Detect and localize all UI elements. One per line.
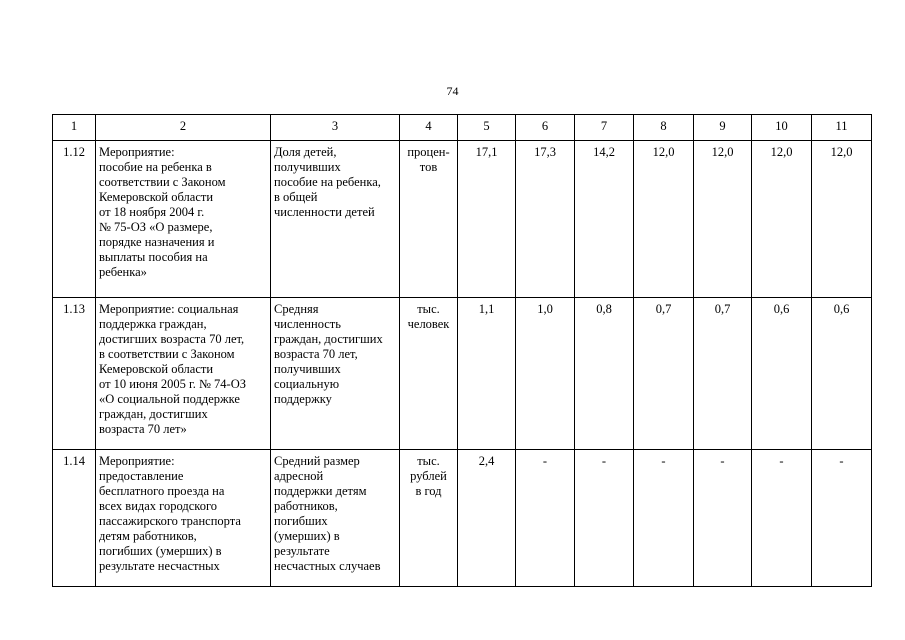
header-cell-1: 1 — [53, 115, 96, 141]
header-cell-8: 8 — [634, 115, 694, 141]
indicator-cell: Средний размер адресной поддержки детям работников, погибших (умерших) в результате несчастных случаев — [271, 450, 400, 587]
value-cell: - — [752, 450, 812, 587]
measure-cell: Мероприятие: социальная поддержка граждан, достигших возраста 70 лет, в соответствии с Законом Кемеровской области от 10 июня 2005 г. № 74-ОЗ «О социальной поддержке граждан, достигших возраста 70 лет» — [96, 298, 271, 450]
value-cell: 0,7 — [634, 298, 694, 450]
value-cell: - — [812, 450, 872, 587]
value-cell: - — [694, 450, 752, 587]
header-cell-6: 6 — [516, 115, 575, 141]
unit-cell: тыс. человек — [400, 298, 458, 450]
value-cell: 12,0 — [812, 141, 872, 298]
value-cell: 1,1 — [458, 298, 516, 450]
value-cell: 1,0 — [516, 298, 575, 450]
value-cell: 0,7 — [694, 298, 752, 450]
indicators-table — [52, 114, 872, 587]
value-cell: 12,0 — [634, 141, 694, 298]
value-cell: - — [516, 450, 575, 587]
header-cell-4: 4 — [400, 115, 458, 141]
header-cell-7: 7 — [575, 115, 634, 141]
row-number-cell: 1.13 — [53, 298, 96, 450]
value-cell: 12,0 — [752, 141, 812, 298]
header-cell-2: 2 — [96, 115, 271, 141]
value-cell: 0,8 — [575, 298, 634, 450]
table-row — [53, 141, 872, 298]
value-cell: 0,6 — [812, 298, 872, 450]
header-cell-9: 9 — [694, 115, 752, 141]
measure-cell: Мероприятие: предоставление бесплатного проезда на всех видах городского пассажирского транспорта детям работников, погибших (умерших) в результате несчастных — [96, 450, 271, 587]
indicator-cell: Доля детей, получивших пособие на ребенка, в общей численности детей — [271, 141, 400, 298]
indicator-cell: Средняя численность граждан, достигших возраста 70 лет, получивших социальную поддержку — [271, 298, 400, 450]
row-number-cell: 1.12 — [53, 141, 96, 298]
table-row — [53, 450, 872, 587]
value-cell: 0,6 — [752, 298, 812, 450]
value-cell: - — [634, 450, 694, 587]
unit-cell: процен- тов — [400, 141, 458, 298]
header-cell-10: 10 — [752, 115, 812, 141]
page-number: 74 — [446, 84, 459, 98]
value-cell: 12,0 — [694, 141, 752, 298]
value-cell: 2,4 — [458, 450, 516, 587]
header-cell-5: 5 — [458, 115, 516, 141]
value-cell: 17,3 — [516, 141, 575, 298]
value-cell: - — [575, 450, 634, 587]
value-cell: 17,1 — [458, 141, 516, 298]
header-cell-3: 3 — [271, 115, 400, 141]
value-cell: 14,2 — [575, 141, 634, 298]
unit-cell: тыс. рублей в год — [400, 450, 458, 587]
measure-cell: Мероприятие: пособие на ребенка в соответствии с Законом Кемеровской области от 18 ноября 2004 г. № 75-ОЗ «О размере, порядке назначения и выплаты пособия на ребенка» — [96, 141, 271, 298]
row-number-cell: 1.14 — [53, 450, 96, 587]
header-cell-11: 11 — [812, 115, 872, 141]
table-header-row — [53, 115, 872, 141]
table-row — [53, 298, 872, 450]
